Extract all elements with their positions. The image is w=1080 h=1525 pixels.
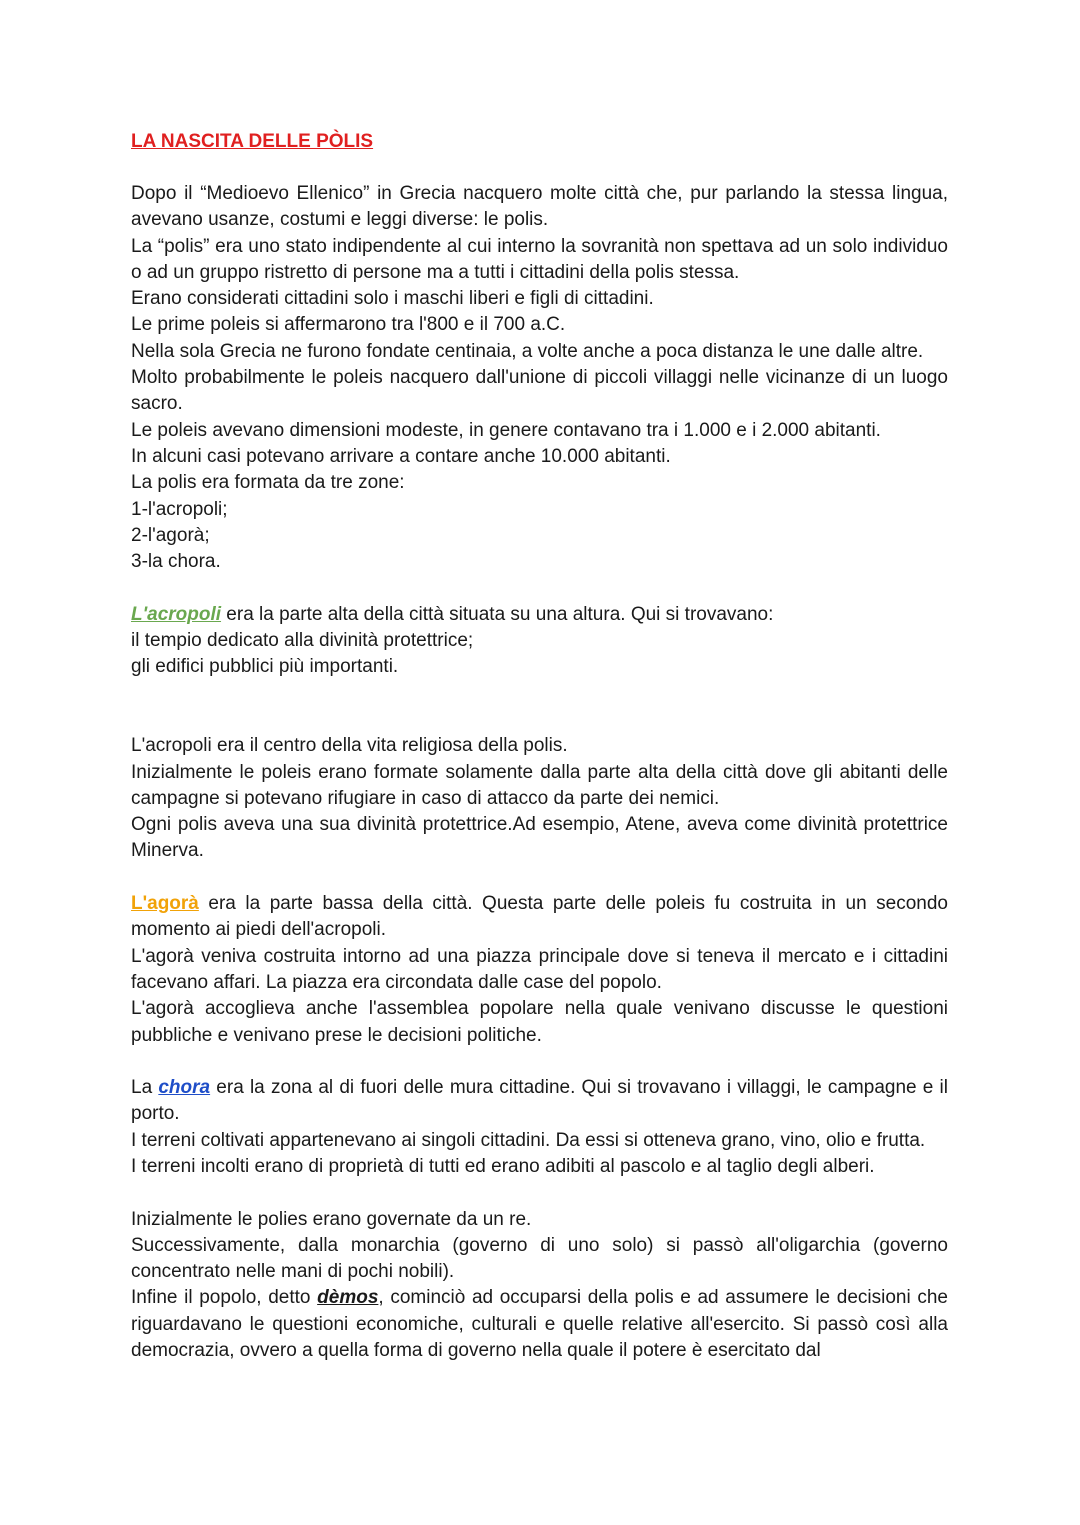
zone-list-item: 1-l'acropoli; [131,498,228,520]
chora-lead: era la zona al di fuori delle mura cittadine. Qui si trovavano i villaggi, le campagne e il porto. [131,1077,948,1125]
document-page [131,129,948,1364]
acropoli-paragraph: Ogni polis aveva una sua divinità protettrice.Ad esempio, Atene, aveva come divinità protettrice Minerva. [131,814,948,862]
spacer [131,681,948,707]
intro-line: Nella sola Grecia ne furono fondate centinaia, a volte anche a poca distanza le une dalle altre. [131,340,924,362]
acropoli-lead: era la parte alta della città situata su una altura. Qui si trovavano: [221,603,774,625]
spacer [131,865,948,891]
governo-paragraph: Inizialmente le polies erano governate da un re. [131,1208,532,1230]
agora-intro [131,891,948,944]
zone-list-item: 3-la chora. [131,551,221,573]
intro-line: Erano considerati cittadini solo i maschi liberi e figli di cittadini. [131,288,654,310]
chora-keyword: chora [158,1077,211,1099]
chora-paragraph: I terreni coltivati appartenevano ai singoli cittadini. Da essi si otteneva grano, vino, olio e frutta. [131,1129,926,1151]
governo-paragraph: Successivamente, dalla monarchia (governo di uno solo) si passò all'oligarchia (governo concentrato nelle mani di pochi nobili). [131,1234,948,1283]
agora-paragraph: L'agorà veniva costruita intorno ad una piazza principale dove si teneva il mercato e i cittadini facevano affari. La piazza era circondata dalle case del popolo. [131,945,948,993]
acropoli-intro [131,602,948,628]
acropoli-keyword: L'acropoli [131,603,222,625]
governo-demos-paragraph [131,1285,948,1364]
spacer [131,575,948,601]
governo-pre: Infine il popolo, detto [131,1287,318,1309]
demos-keyword: dèmos [317,1287,379,1309]
intro-line: Molto probabilmente le poleis nacquero dall'unione di piccoli villaggi nelle vicinanze di un luogo sacro. [131,367,948,415]
intro-line: In alcuni casi potevano arrivare a contare anche 10.000 abitanti. [131,445,671,467]
chora-paragraph: I terreni incolti erano di proprietà di tutti ed erano adibiti al pascolo e al taglio degli alberi. [131,1155,875,1177]
intro-line: Dopo il “Medioevo Ellenico” in Grecia nacquero molte città che, pur parlando la stessa lingua, avevano usanze, costumi e leggi diverse: le polis. [131,183,948,231]
acropoli-paragraph: L'acropoli era il centro della vita religiosa della polis. [131,735,568,757]
agora-lead: era la parte bassa della città. Questa parte delle poleis fu costruita in un secondo momento ai piedi dell'acropoli. [131,893,948,941]
spacer [131,707,948,733]
acropoli-paragraph: Inizialmente le poleis erano formate solamente dalla parte alta della città dove gli abitanti delle campagne si potevano rifugiare in caso di attacco da parte dei nemici. [131,761,948,809]
spacer [131,1180,948,1206]
page-title: LA NASCITA DELLE PÒLIS [131,131,374,152]
chora-intro [131,1075,948,1128]
intro-line: Le poleis avevano dimensioni modeste, in genere contavano tra i 1.000 e i 2.000 abitanti. [131,419,881,441]
acropoli-line: gli edifici pubblici più importanti. [131,656,399,678]
governo-post: , cominciò ad occuparsi della polis e ad assumere le decisioni che riguardavano le questioni economiche, culturali e quelle relative all'esercito. Si passò così alla democrazia, ovvero a quella forma di governo nella quale il potere è esercitato dal [131,1287,948,1362]
spacer [131,1049,948,1075]
zone-list-item: 2-l'agorà; [131,524,210,546]
intro-line: La “polis” era uno stato indipendente al cui interno la sovranità non spettava ad un solo individuo o ad un gruppo ristretto di persone ma a tutti i cittadini della polis stessa. [131,235,948,283]
agora-paragraph: L'agorà accoglieva anche l'assemblea popolare nella quale venivano discusse le questioni pubbliche e venivano prese le decisioni politiche. [131,998,948,1046]
acropoli-line: il tempio dedicato alla divinità protettrice; [131,630,474,652]
agora-keyword: L'agorà [131,893,199,915]
chora-pre: La [131,1077,159,1099]
intro-line: La polis era formata da tre zone: [131,472,405,494]
intro-line: Le prime poleis si affermarono tra l'800 e il 700 a.C. [131,314,566,336]
